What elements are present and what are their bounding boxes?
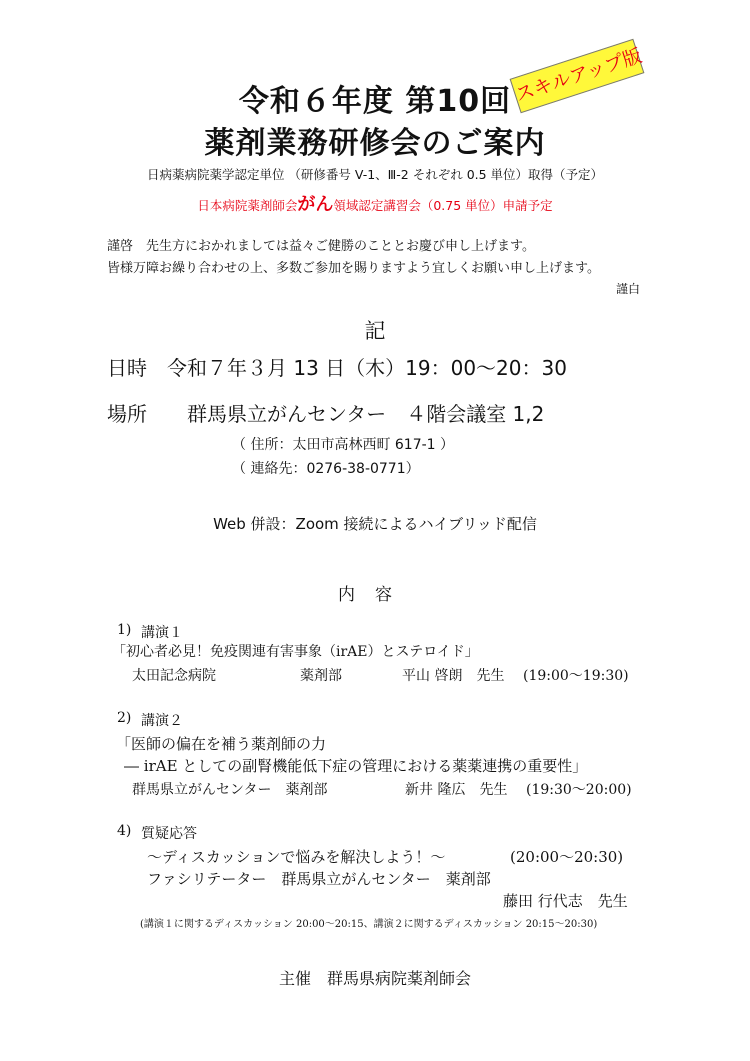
organizer: 主催 群馬県病院薬剤師会 bbox=[278, 969, 471, 988]
event-place: 場所 群馬県立がんセンター ４階会議室 1,2 bbox=[107, 402, 545, 426]
cert2-prefix: 日本病院薬剤師会 bbox=[197, 198, 298, 213]
lecture1-speaker: 平山 啓朗 先生 bbox=[402, 668, 505, 684]
greeting-closing: 謹白 bbox=[616, 282, 641, 296]
cert2-suffix: 領域認定講習会（0.75 単位）申請予定 bbox=[333, 198, 553, 213]
lecture2-subtopic: ― irAE としての副腎機能低下症の管理における薬薬連携の重要性」 bbox=[124, 757, 588, 775]
lecture1-topic: 「初心者必見！免疫関連有害事象（irAE）とステロイド」 bbox=[112, 644, 479, 660]
lecture2-time: (19:30～20:00) bbox=[526, 782, 632, 798]
event-datetime: 日時 令和７年３月 13 日（木）19：00～20：30 bbox=[107, 356, 567, 380]
event-contact: （ 連絡先：0276-38-0771） bbox=[232, 461, 420, 477]
program-heading: 内容 bbox=[338, 585, 412, 605]
lecture1-title: 講演１ bbox=[141, 625, 183, 641]
greeting-line-2: 皆様万障お繰り合わせの上、多数ご参加を賜りますよう宜しくお願い申し上げます。 bbox=[107, 261, 600, 276]
cancer-certification-line bbox=[0, 190, 750, 216]
ki-heading: 記 bbox=[364, 319, 386, 343]
lecture1-hospital: 太田記念病院 bbox=[132, 668, 216, 684]
lecture1-number: 1) bbox=[117, 622, 132, 638]
discussion-note: (講演１に関するディスカッション 20:00～20:15、講演２に関するディスカッション 20:15～20:30) bbox=[140, 919, 598, 930]
qa-time: (20:00～20:30) bbox=[510, 848, 624, 866]
event-address: （ 住所：太田市高林西町 617-1 ） bbox=[232, 437, 455, 453]
lecture2-number: 2) bbox=[117, 710, 132, 726]
lecture2-title: 講演２ bbox=[141, 713, 183, 729]
lecture1-dept: 薬剤部 bbox=[300, 668, 342, 684]
greeting-line-1: 謹啓 先生方におかれましては益々ご健勝のこととお慶び申し上げます。 bbox=[107, 239, 535, 254]
lecture2-hospital: 群馬県立がんセンター 薬剤部 bbox=[132, 782, 328, 798]
qa-title: 質疑応答 bbox=[141, 826, 197, 842]
lecture2-speaker: 新井 隆広 先生 bbox=[405, 782, 508, 798]
lecture2-topic: 「医師の偏在を補う薬剤師の力 bbox=[116, 735, 327, 753]
title-line-2: 薬剤業務研修会のご案内 bbox=[204, 126, 546, 161]
qa-facilitator-name: 藤田 行代志 先生 bbox=[503, 892, 628, 910]
cert2-highlight: がん bbox=[297, 194, 334, 215]
certification-line: 日病薬病院薬学認定単位 （研修番号 V-1、Ⅲ-2 それぞれ 0.5 単位）取得（予定） bbox=[146, 167, 604, 182]
qa-number: 4) bbox=[117, 823, 132, 839]
title-line-1: 令和６年度 第10回 bbox=[238, 84, 512, 119]
lecture1-time: (19:00～19:30) bbox=[523, 668, 629, 684]
skill-up-badge: スキルアップ版 bbox=[510, 39, 645, 113]
web-notice: Web 併設：Zoom 接続によるハイブリッド配信 bbox=[213, 515, 537, 533]
qa-facilitator: ファシリテーター 群馬県立がんセンター 薬剤部 bbox=[147, 870, 491, 888]
qa-theme: ～ディスカッションで悩みを解決しよう！～ bbox=[147, 848, 446, 866]
